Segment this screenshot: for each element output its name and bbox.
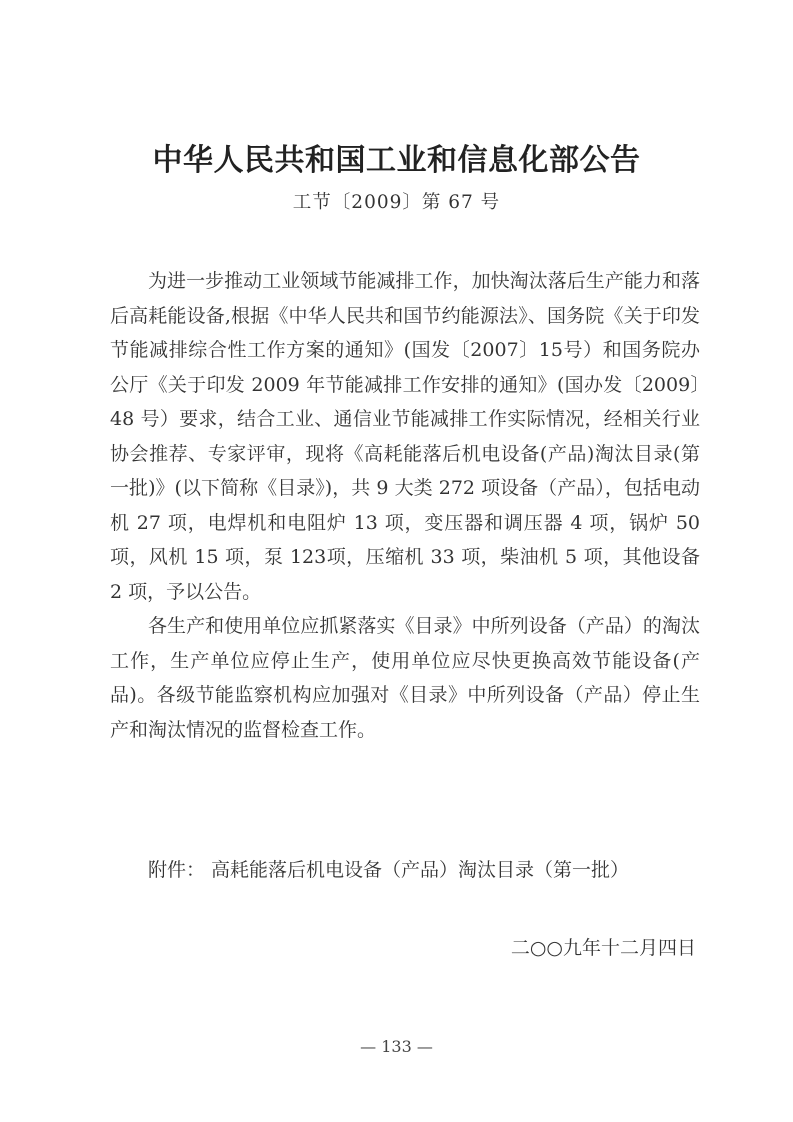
document-title: 中华人民共和国工业和信息化部公告 <box>152 143 641 178</box>
attachment-line: 附件： 高耗能落后机电设备（产品）淘汰目录（第一批） <box>148 859 630 881</box>
page-number: — 133 — <box>360 1037 433 1056</box>
issue-date: 二○○九年十二月四日 <box>510 937 696 959</box>
body-paragraph: 各生产和使用单位应抓紧落实《目录》中所列设备（产品）的淘汰工作，生产单位应停止生产，使用单位应尽快更换高效节能设备(产品)。各级节能监察机构应加强对《目录》中所列设备（产品）停止生产和淘汰情况的监督检查工作。 <box>110 615 700 741</box>
document-body <box>110 264 700 747</box>
body-paragraph: 为进一步推动工业领域节能减排工作，加快淘汰落后生产能力和落后高耗能设备,根据《中华人民共和国节约能源法》、国务院《关于印发节能减排综合性工作方案的通知》(国发〔2007〕15号）和国务院办公厅《关于印发 2009 年节能减排工作安排的通知》(国办发〔2009〕48 号）要求，结合工业、通信业节能减排工作实际情况，经相关行业协会推荐、专家评审，现将《高耗能落后机电设备(产品)淘汰目录(第一批)》(以下简称《目录》)，共 9 大类 272 项设备（产品），包括电动机 27 项，电焊机和电阻炉 13 项，变压器和调压器 4 项，锅炉 50 项，风机 15 项，泵 123项，压缩机 33 项，柴油机 5 项，其他设备 2 项，予以公告。 <box>110 270 700 603</box>
document-number: 工节〔2009〕第 67 号 <box>292 192 501 213</box>
